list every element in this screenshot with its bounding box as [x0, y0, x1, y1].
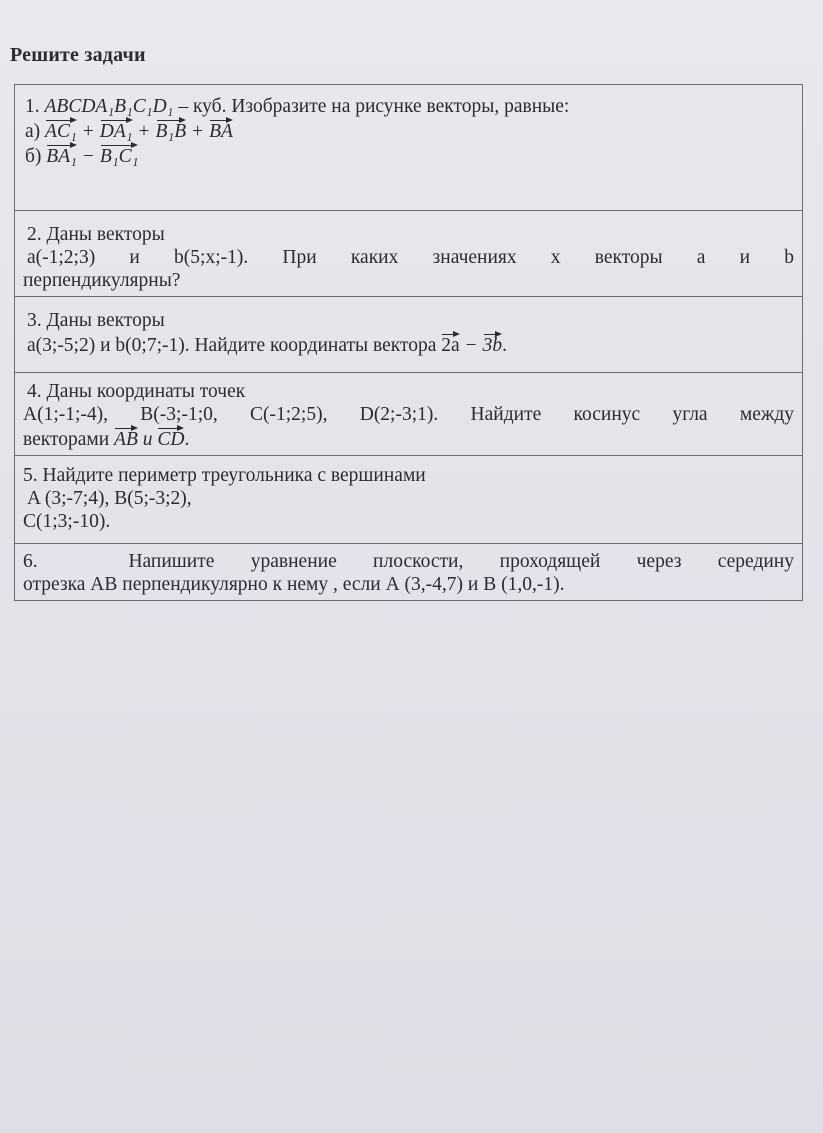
vector-ba1: BA₁ — [46, 143, 77, 166]
task-1-cube-name: ABCDA₁B₁C₁D₁ — [44, 96, 174, 117]
task-4-title: 4. Даны координаты точек — [27, 381, 246, 402]
task-6-line-2: отрезка АВ перпендикулярно к нему , если А (3,-4,7) и В (1,0,-1). — [23, 574, 565, 595]
task-5-line-2: A (3;-7;4), B(5;-3;2), — [27, 488, 192, 509]
plus-sign: + — [82, 121, 94, 142]
vector-b1b: B₁B — [156, 118, 187, 141]
task-2-line-2: а(-1;2;3) и b(5;х;-1). При каких значениях х векторы а и b — [27, 247, 794, 268]
task-4-prefix: векторами — [23, 429, 115, 450]
task-4-period: . — [184, 429, 190, 450]
task-4 — [15, 373, 802, 456]
task-1-b-label: б) — [25, 146, 42, 167]
minus-sign: − — [465, 335, 477, 356]
vector-da1: DA₁ — [100, 118, 133, 141]
plus-sign: + — [138, 121, 150, 142]
task-5-title: 5. Найдите периметр треугольника с вершинами — [23, 465, 426, 486]
task-4-line-3 — [23, 426, 794, 451]
vector-ac1: AC₁ — [45, 118, 77, 141]
task-4-conjunction: и — [137, 429, 158, 450]
task-3-period: . — [502, 335, 508, 356]
task-3-text: a(3;-5;2) и b(0;7;-1). Найдите координаты вектора — [27, 335, 442, 356]
task-1-a-label: а) — [25, 121, 41, 142]
vector-b1c1: B₁C₁ — [100, 143, 138, 166]
task-5-line-3: C(1;3;-10). — [23, 511, 111, 532]
task-3 — [15, 297, 802, 373]
plus-sign: + — [192, 121, 204, 142]
task-3-line-2 — [23, 332, 794, 357]
task-6-line-1: 6. Напишите уравнение плоскости, проходящей через середину — [23, 551, 794, 572]
minus-sign: − — [82, 146, 94, 167]
vector-cd: CD — [157, 426, 184, 449]
task-1-statement — [25, 95, 794, 118]
task-6 — [15, 544, 802, 600]
task-1-text: – куб. Изобразите на рисунке векторы, равные: — [173, 96, 570, 117]
vector-2a: 2a — [441, 332, 459, 355]
vector-3b: 3b — [483, 332, 503, 355]
task-3-title: 3. Даны векторы — [27, 310, 165, 331]
task-1-part-a — [25, 118, 794, 143]
task-1 — [15, 85, 802, 211]
vector-ba: BA — [209, 118, 233, 141]
task-2-line-3: перпендикулярны? — [23, 270, 181, 291]
task-1-part-b — [25, 143, 794, 168]
task-table — [14, 84, 803, 601]
task-2-title: 2. Даны векторы — [27, 224, 165, 245]
task-2 — [15, 211, 802, 297]
page-title: Решите задачи — [10, 44, 146, 66]
vector-ab: AB — [114, 426, 138, 449]
task-5 — [15, 456, 802, 544]
task-4-line-2: A(1;-1;-4), B(-3;-1;0, C(-1;2;5), D(2;-3;1). Найдите косинус угла между — [23, 404, 794, 425]
task-1-number: 1. — [25, 96, 40, 117]
